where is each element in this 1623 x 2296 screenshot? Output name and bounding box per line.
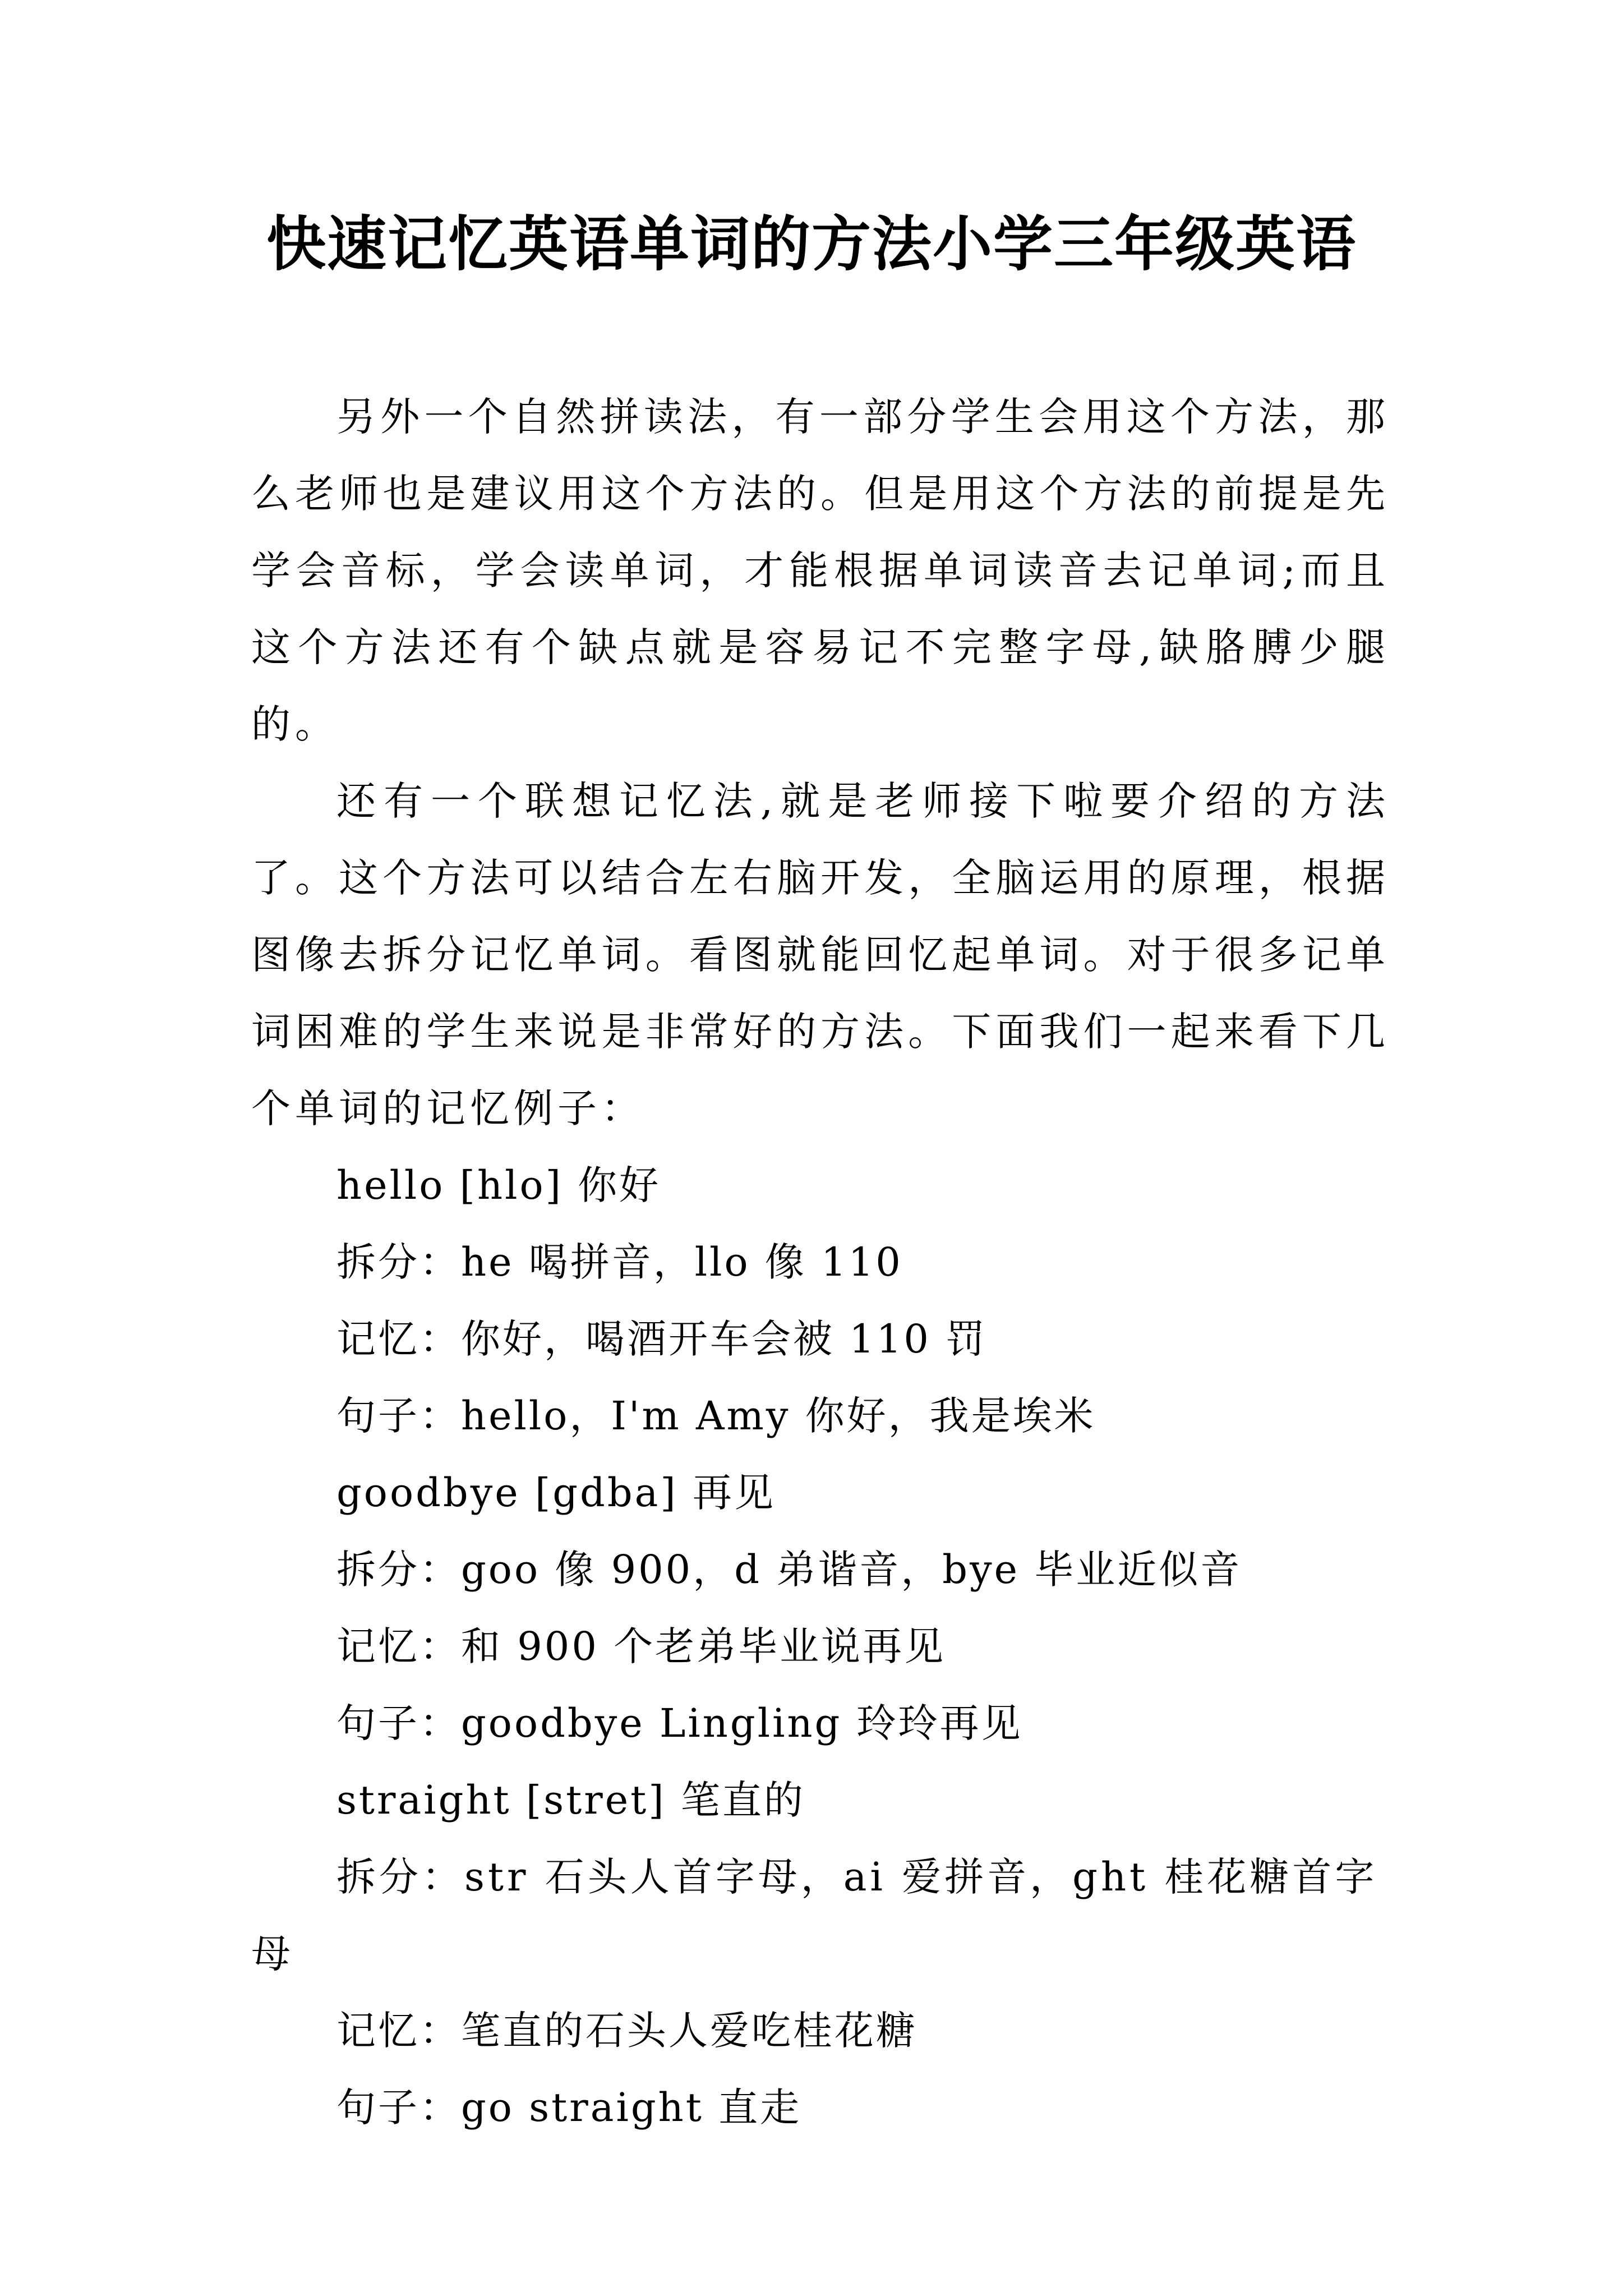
- example-memory-goodbye: 记忆：和 900 个老弟毕业说再见: [336, 1623, 946, 1669]
- example-memory-straight: 记忆：笔直的石头人爱吃桂花糖: [336, 2008, 917, 2054]
- example-sentence-straight: 句子：go straight 直走: [336, 2085, 802, 2131]
- example-split-straight: 拆分：str 石头人首字母，ai 爱拼音，ght 桂花糖首字母: [251, 1854, 1378, 1977]
- document-body: [251, 379, 1390, 2146]
- example-word-goodbye: goodbye [gdba] 再见: [336, 1470, 776, 1516]
- example-sentence-hello: 句子：hello，I'm Amy 你好，我是埃米: [336, 1393, 1096, 1439]
- example-split-hello: 拆分：he 喝拼音，llo 像 110: [336, 1239, 903, 1285]
- document-title: 快速记忆英语单词的方法小学三年级英语: [266, 209, 1357, 279]
- example-word-hello: hello [hlo] 你好: [336, 1162, 661, 1208]
- paragraph-association: 还有一个联想记忆法,就是老师接下啦要介绍的方法了。这个方法可以结合左右脑开发，全脑运用的原理，根据图像去拆分记忆单词。看图就能回忆起单词。对于很多记单词困难的学生来说是非常好的方法。下面我们一起来看下几个单词的记忆例子：: [251, 778, 1390, 1131]
- example-split-goodbye: 拆分：goo 像 900，d 弟谐音，bye 毕业近似音: [336, 1547, 1242, 1593]
- paragraph-phonics: 另外一个自然拼读法，有一部分学生会用这个方法，那么老师也是建议用这个方法的。但是用这个方法的前提是先学会音标，学会读单词，才能根据单词读音去记单词;而且这个方法还有个缺点就是容易记不完整字母,缺胳膊少腿的。: [251, 394, 1390, 747]
- example-sentence-goodbye: 句子：goodbye Lingling 玲玲再见: [336, 1700, 1023, 1746]
- example-memory-hello: 记忆：你好，喝酒开车会被 110 罚: [336, 1316, 988, 1362]
- example-word-straight: straight [stret] 笔直的: [336, 1777, 805, 1823]
